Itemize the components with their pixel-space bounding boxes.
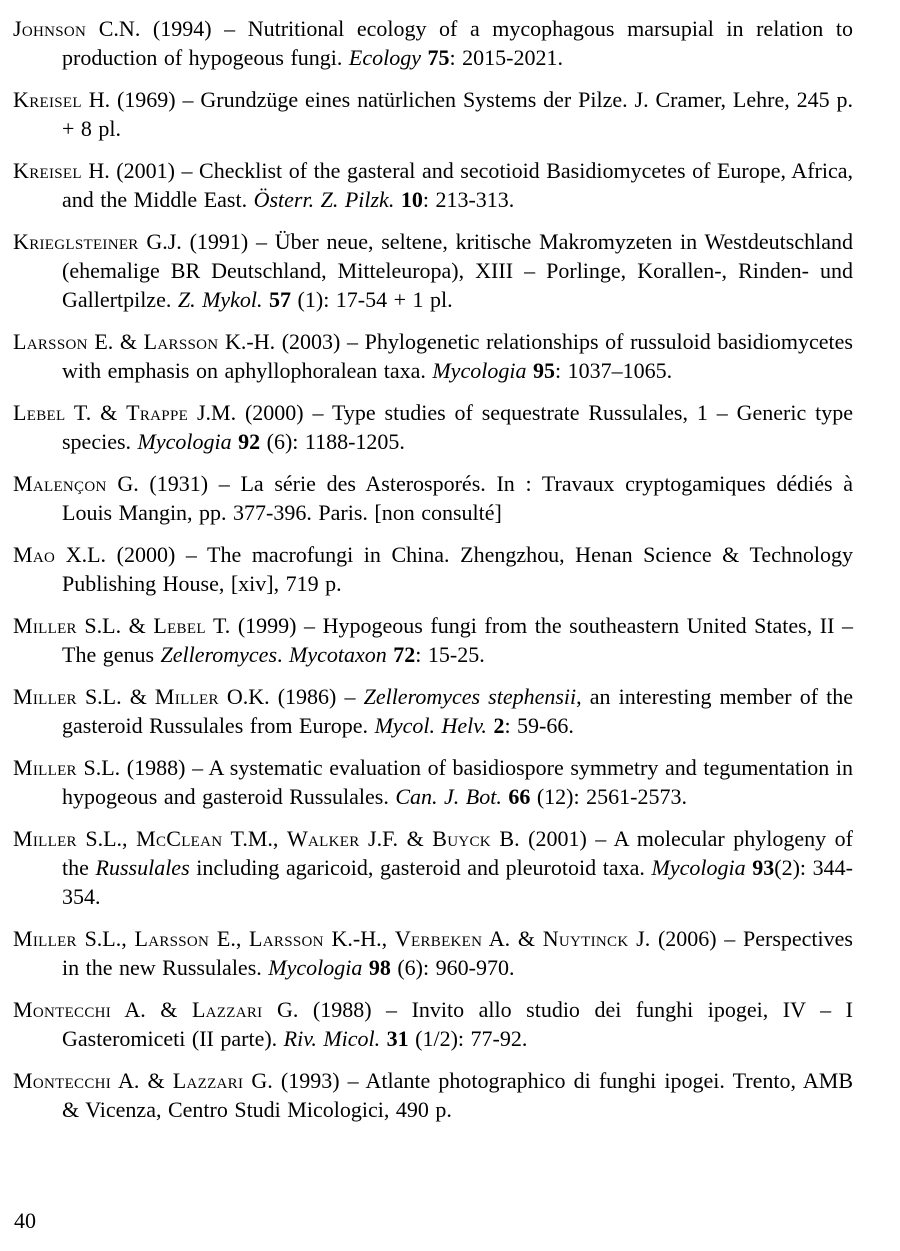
reference-entry [13,14,853,72]
author-name: Trappe [126,400,189,425]
reference-text: G.J. (1991) – Über neue, seltene, kritische Makromyzeten in Westdeutschland (ehemalige BR Deutschland, Mitteleuropa), XIII – Porlinge, Korallen-, Rinden- und Gallertpilze. [62,229,853,312]
author-name: Verbeken [394,926,483,951]
author-name: Larsson [143,329,219,354]
reference-text: , an interesting member of the gasteroid Russulales from Europe. [62,684,853,738]
reference-text: H. (2001) – Checklist of the gasteral and secotioid Basidiomycetes of Europe, Africa, and the Middle East. [62,158,853,212]
author-name: Miller [13,613,77,638]
reference-text: : 1037–1065. [554,358,673,383]
volume-number: 10 [400,187,423,212]
reference-text: A. & [111,1068,173,1093]
reference-text: G. (1931) – La série des Asterosporés. In : Travaux cryptogamiques dédiés à Louis Mangin, pp. 377-396. Paris. [non consulté] [62,471,853,525]
reference-text: J.M. (2000) – Type studies of sequestrate Russulales, 1 – Generic type species. [62,400,854,454]
volume-number: 2 [493,713,505,738]
reference-text: S.L., [76,926,135,951]
journal-or-taxon-italic: Mycol. Helv. [374,713,487,738]
reference-text: S.L. & [76,684,155,709]
journal-or-taxon-italic: Österr. Z. Pilzk. [253,187,395,212]
author-name: Montecchi [13,1068,112,1093]
volume-number: 92 [238,429,261,454]
page-number: 40 [14,1208,36,1233]
journal-or-taxon-italic: Mycologia [137,429,232,454]
volume-number: 75 [427,45,450,70]
reference-text: : 15-25. [415,642,485,667]
reference-list [13,14,853,1137]
reference-text: (6): 1188-1205. [260,429,405,454]
reference-entry [13,824,853,911]
author-name: Buyck [432,826,491,851]
reference-text: E., [209,926,250,951]
journal-or-taxon-italic: Zelleromyces stephensii [363,684,577,709]
reference-text: K.-H., [323,926,395,951]
reference-text: T. & [65,400,127,425]
journal-or-taxon-italic: Z. Mykol. [177,287,263,312]
volume-number: 57 [269,287,292,312]
reference-entry [13,995,853,1053]
reference-entry [13,1066,853,1124]
author-name: Larsson [249,926,324,951]
reference-text: O.K. (1986) – [218,684,364,709]
reference-text: G. (1993) – Atlante photographico di funghi ipogei. Trento, AMB & Vicenza, Centro Studi Micologici, 490 p. [62,1068,853,1122]
author-name: Lebel [13,400,66,425]
author-name: Lebel [153,613,206,638]
reference-text: J.F. & [359,826,433,851]
reference-text: B. (2001) – A molecular phylogeny of the [62,826,853,880]
journal-or-taxon-italic: Can. J. Bot. [395,784,502,809]
reference-text: X.L. (2000) – The macrofungi in China. Zhengzhou, Henan Science & Technology Publishing House, [xiv], 719 p. [55,542,853,596]
reference-text: K.-H. (2003) – Phylogenetic relationships of russuloid basidiomycetes with emphasis on aphyllophoralean taxa. [62,329,853,383]
author-name: McClean [136,826,223,851]
reference-entry [13,398,853,456]
author-name: Miller [13,684,77,709]
author-name: Miller [13,826,77,851]
reference-text: A. & [482,926,543,951]
journal-or-taxon-italic: Mycologia [268,955,363,980]
reference-entry [13,227,853,314]
reference-text: . [277,642,290,667]
reference-text: : 213-313. [422,187,515,212]
author-name: Montecchi [13,997,112,1022]
reference-entry [13,611,853,669]
volume-number: 66 [508,784,531,809]
reference-text: (6): 960-970. [390,955,515,980]
reference-entry [13,924,853,982]
author-name: Larsson [134,926,210,951]
reference-text: including agaricoid, gasteroid and pleurotoid taxa. [189,855,652,880]
author-name: Walker [286,826,360,851]
author-name: Krieglsteiner [13,229,139,254]
reference-text: : 59-66. [504,713,574,738]
reference-text: : 2015-2021. [449,45,563,70]
author-name: Miller [13,755,77,780]
reference-text: A. & [111,997,192,1022]
reference-entry [13,540,853,598]
author-name: Malençon [13,471,107,496]
reference-text: T.M., [222,826,287,851]
author-name: Miller [13,926,77,951]
journal-or-taxon-italic: Riv. Micol. [283,1026,381,1051]
journal-or-taxon-italic: Zelleromyces [160,642,278,667]
journal-or-taxon-italic: Russulales [95,855,190,880]
reference-text: (1/2): 77-92. [408,1026,528,1051]
reference-text: (12): 2561-2573. [530,784,687,809]
reference-entry [13,753,853,811]
author-name: Lazzari [191,997,263,1022]
author-name: Kreisel [13,158,82,183]
reference-text: C.N. (1994) – Nutritional ecology of a mycophagous marsupial in relation to production of hypogeous fungi. [62,16,853,70]
reference-entry [13,85,853,143]
volume-number: 31 [386,1026,409,1051]
volume-number: 95 [532,358,555,383]
reference-entry [13,682,853,740]
reference-text: S.L. & [76,613,154,638]
reference-text: (2): 344-354. [62,855,853,909]
volume-number: 72 [393,642,416,667]
reference-text: E. & [87,329,144,354]
reference-text: S.L. (1988) – A systematic evaluation of basidiospore symmetry and tegumentation in hypogeous and gasteroid Russulales. [62,755,853,809]
reference-text: G. (1988) – Invito allo studio dei funghi ipogei, IV – I Gasteromiceti (II parte). [62,997,853,1051]
author-name: Kreisel [13,87,82,112]
author-name: Lazzari [172,1068,244,1093]
reference-entry [13,327,853,385]
author-name: Johnson [13,16,87,41]
reference-entry [13,469,853,527]
journal-or-taxon-italic: Mycologia [432,358,527,383]
author-name: Miller [154,684,219,709]
journal-or-taxon-italic: Ecology [348,45,421,70]
author-name: Larsson [13,329,88,354]
volume-number: 98 [368,955,391,980]
reference-text: T. (1999) – Hypogeous fungi from the southeastern United States, II – The genus [62,613,853,667]
reference-text: S.L., [76,826,137,851]
volume-number: 93 [752,855,775,880]
reference-text: (1): 17-54 + 1 pl. [291,287,453,312]
journal-or-taxon-italic: Mycologia [651,855,746,880]
author-name: Nuytinck [542,926,629,951]
author-name: Mao [13,542,56,567]
reference-entry [13,156,853,214]
reference-text: J. (2006) – Perspectives in the new Russulales. [62,926,853,980]
reference-text: H. (1969) – Grundzüge eines natürlichen Systems der Pilze. J. Cramer, Lehre, 245 p. + 8 pl. [62,87,853,141]
journal-or-taxon-italic: Mycotaxon [289,642,387,667]
